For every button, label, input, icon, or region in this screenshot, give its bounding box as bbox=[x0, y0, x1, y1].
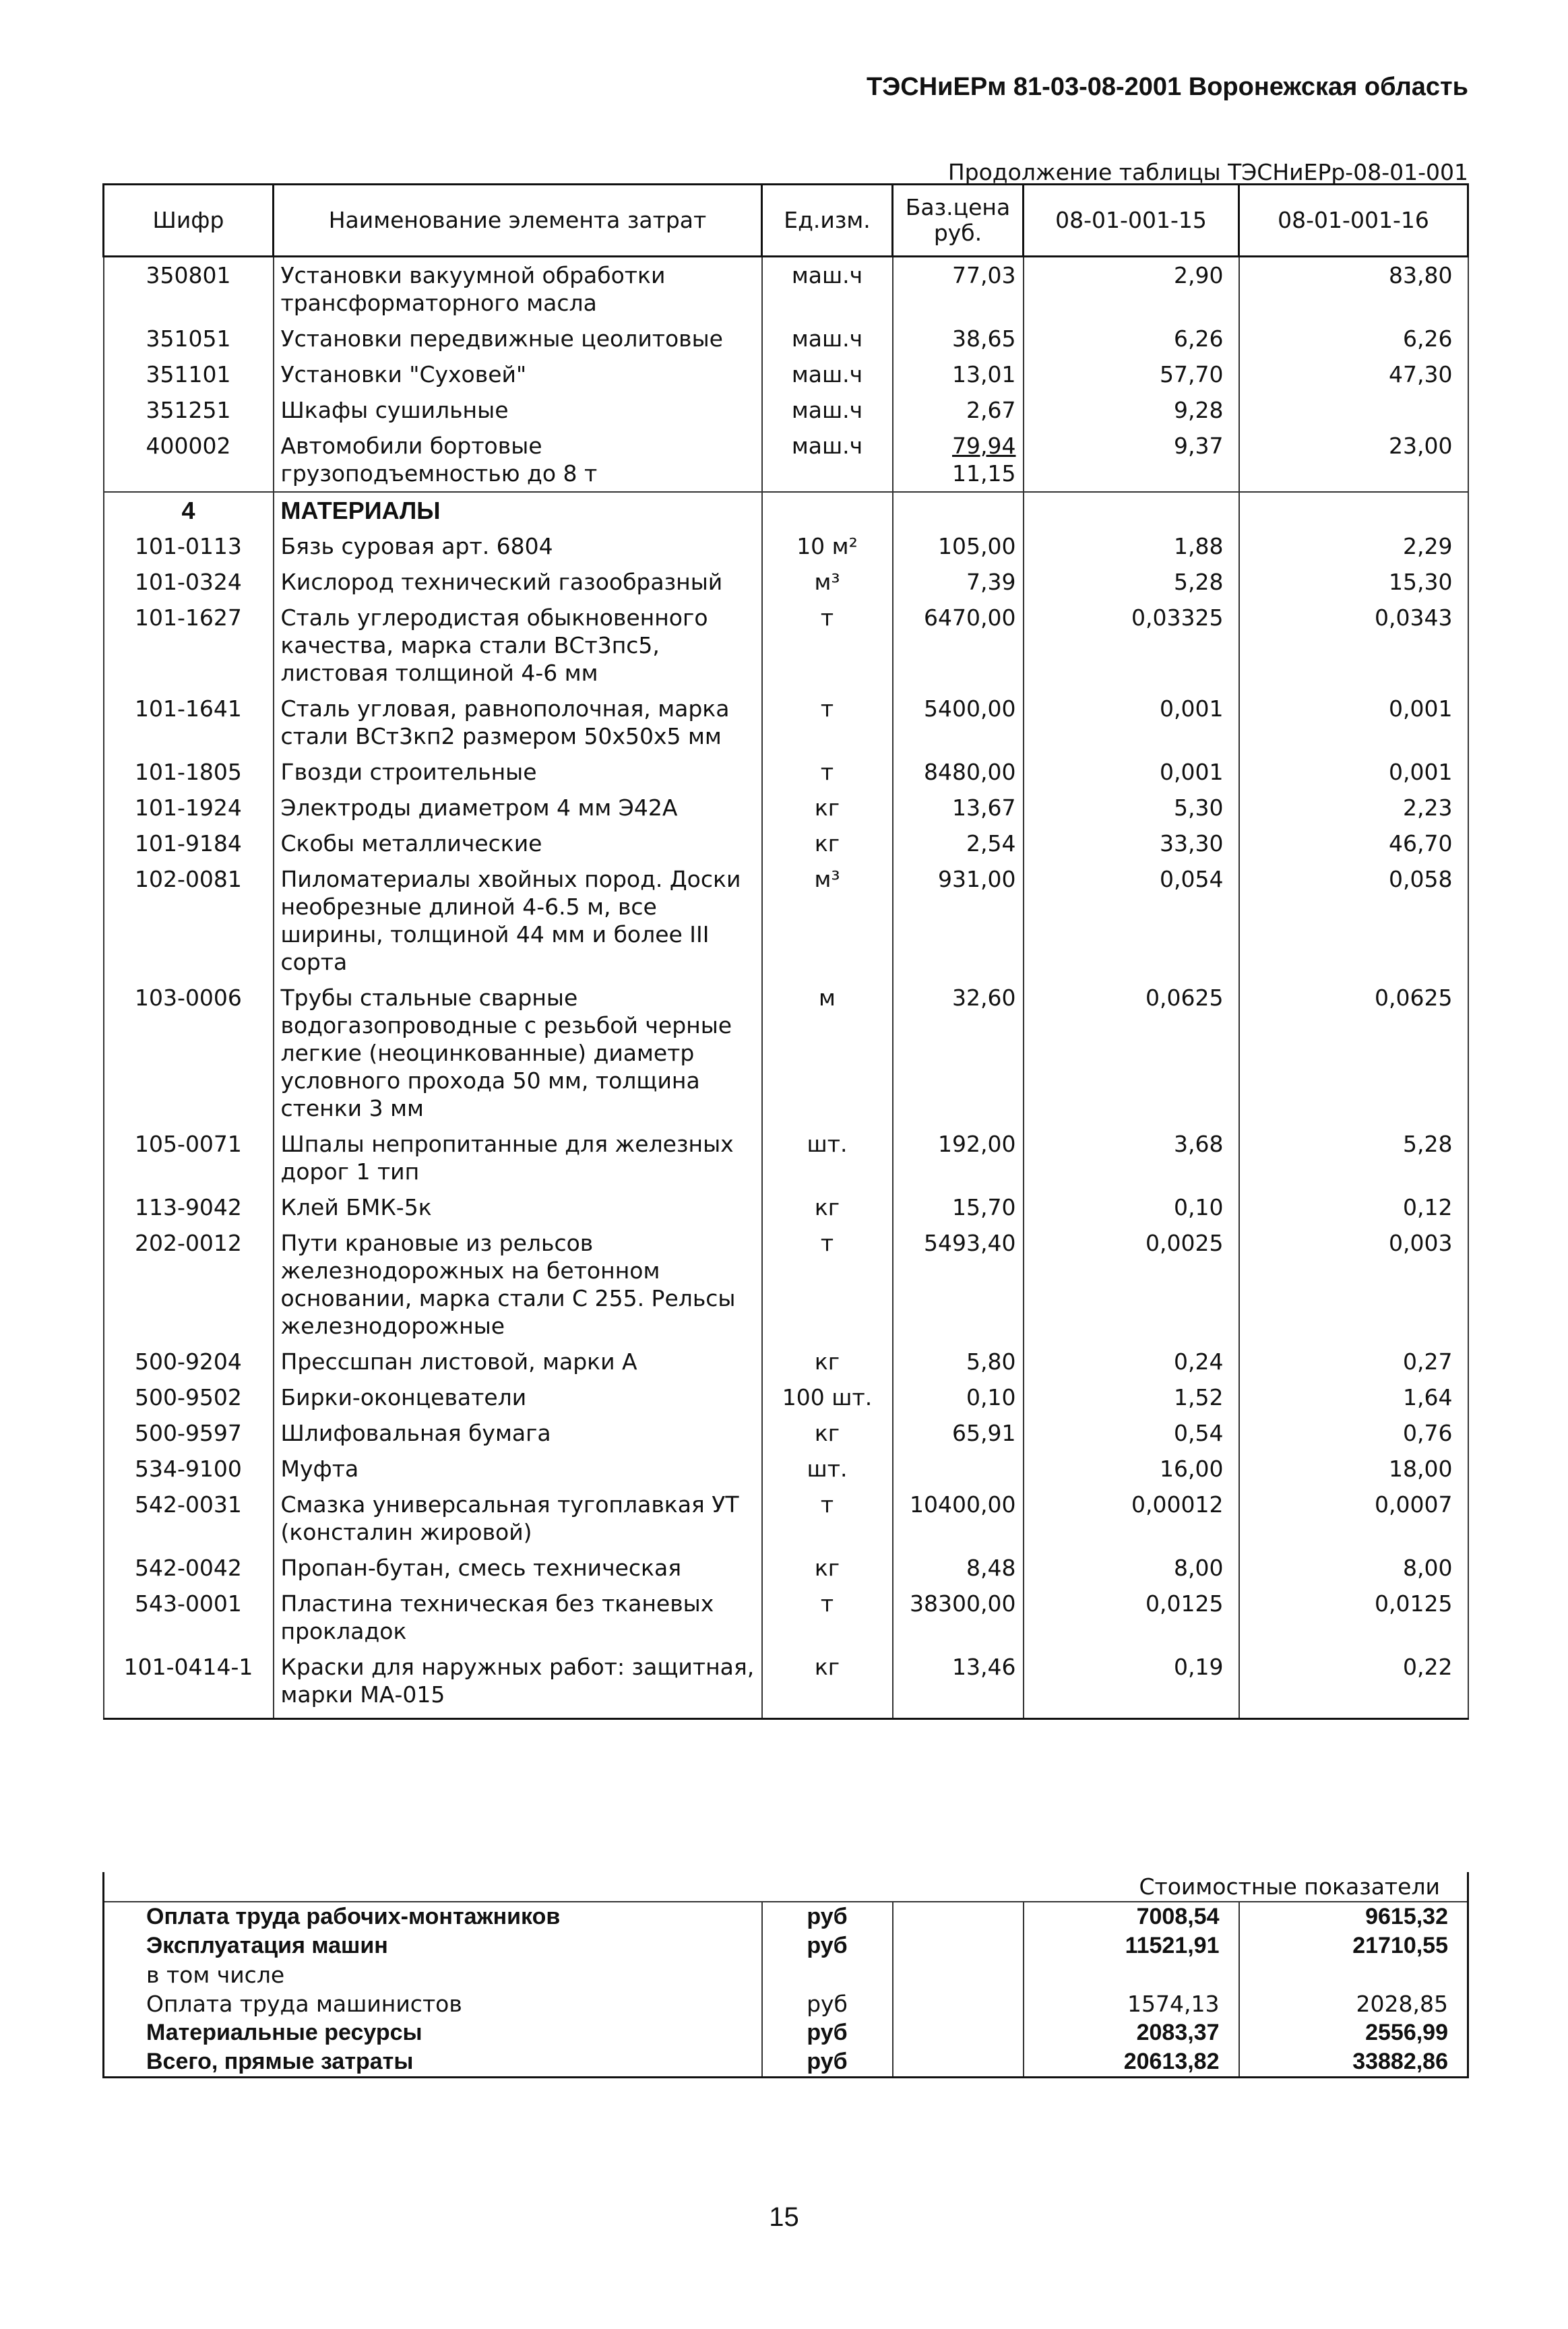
table-row bbox=[104, 1379, 1468, 1415]
resource-table bbox=[102, 183, 1469, 1720]
row-code: 351051 bbox=[104, 321, 274, 356]
row-code: 101-0324 bbox=[104, 564, 274, 600]
row-unit: т bbox=[762, 1487, 893, 1550]
row-unit: кг bbox=[762, 1344, 893, 1379]
table-row bbox=[104, 826, 1468, 861]
row-name: Клей БМК-5к bbox=[274, 1189, 762, 1225]
row-price: 13,46 bbox=[893, 1649, 1024, 1719]
row-value-15: 0,0125 bbox=[1024, 1586, 1239, 1649]
row-price: 13,67 bbox=[893, 790, 1024, 826]
row-price: 7,39 bbox=[893, 564, 1024, 600]
summary-row bbox=[104, 2018, 1468, 2047]
row-unit: кг bbox=[762, 1189, 893, 1225]
row-unit: кг bbox=[762, 1415, 893, 1451]
row-code: 102-0081 bbox=[104, 861, 274, 980]
row-code: 542-0042 bbox=[104, 1550, 274, 1586]
row-value-16: 0,001 bbox=[1239, 691, 1468, 754]
row-value-16: 15,30 bbox=[1239, 564, 1468, 600]
row-value-15: 6,26 bbox=[1024, 321, 1239, 356]
row-price: 105,00 bbox=[893, 528, 1024, 564]
summary-value-15: 20613,82 bbox=[1024, 2047, 1239, 2078]
row-name: Пластина техническая без тканевых прокладок bbox=[274, 1586, 762, 1649]
row-name: Трубы стальные сварные водогазопроводные с резьбой черные легкие (неоцинкованные) диаметр условного прохода 50 мм, толщина стенки 3 мм bbox=[274, 980, 762, 1126]
row-price: 38,65 bbox=[893, 321, 1024, 356]
row-unit: м bbox=[762, 980, 893, 1126]
section-title: МАТЕРИАЛЫ bbox=[274, 492, 762, 528]
header-code: Шифр bbox=[104, 185, 274, 257]
row-value-15: 0,0625 bbox=[1024, 980, 1239, 1126]
section-row bbox=[104, 492, 1468, 528]
summary-row bbox=[104, 1960, 1468, 1989]
table-row bbox=[104, 1189, 1468, 1225]
row-value-15: 3,68 bbox=[1024, 1126, 1239, 1189]
header-base-price: Баз.цена руб. bbox=[893, 185, 1024, 257]
row-value-15: 16,00 bbox=[1024, 1451, 1239, 1487]
row-unit: т bbox=[762, 691, 893, 754]
table-row bbox=[104, 1550, 1468, 1586]
row-code: 101-0113 bbox=[104, 528, 274, 564]
row-price: 79,94 bbox=[952, 433, 1016, 459]
row-price: 5400,00 bbox=[893, 691, 1024, 754]
row-price: 5493,40 bbox=[893, 1225, 1024, 1344]
row-value-16: 2,29 bbox=[1239, 528, 1468, 564]
row-price: 77,03 bbox=[893, 257, 1024, 321]
row-price-cell bbox=[893, 428, 1024, 492]
row-name: Пиломатериалы хвойных пород. Доски необрезные длиной 4-6.5 м, все ширины, толщиной 44 мм и более III сорта bbox=[274, 861, 762, 980]
row-unit: маш.ч bbox=[762, 257, 893, 321]
table-row bbox=[104, 691, 1468, 754]
row-value-16: 0,0125 bbox=[1239, 1586, 1468, 1649]
row-value-15: 5,30 bbox=[1024, 790, 1239, 826]
row-name: Пропан-бутан, смесь техническая bbox=[274, 1550, 762, 1586]
row-value-16: 0,0007 bbox=[1239, 1487, 1468, 1550]
row-name: Установки "Суховей" bbox=[274, 356, 762, 392]
row-name: Кислород технический газообразный bbox=[274, 564, 762, 600]
row-value-15: 9,37 bbox=[1024, 428, 1239, 492]
row-name: Бязь суровая арт. 6804 bbox=[274, 528, 762, 564]
row-value-16: 0,0343 bbox=[1239, 600, 1468, 691]
row-code: 103-0006 bbox=[104, 980, 274, 1126]
summary-row bbox=[104, 2047, 1468, 2078]
table-row bbox=[104, 754, 1468, 790]
summary-label: Эксплуатация машин bbox=[104, 1931, 762, 1960]
table-row bbox=[104, 356, 1468, 392]
row-price: 15,70 bbox=[893, 1189, 1024, 1225]
row-code: 101-1641 bbox=[104, 691, 274, 754]
row-unit: м³ bbox=[762, 861, 893, 980]
row-value-15: 0,054 bbox=[1024, 861, 1239, 980]
summary-label: Оплата труда рабочих-монтажников bbox=[104, 1902, 762, 1931]
table-row bbox=[104, 1415, 1468, 1451]
row-name: Шлифовальная бумага bbox=[274, 1415, 762, 1451]
row-name: Пути крановые из рельсов железнодорожных на бетонном основании, марка стали С 255. Рельсы железнодорожные bbox=[274, 1225, 762, 1344]
summary-label: Оплата труда машинистов bbox=[104, 1989, 762, 2018]
row-name: Установки вакуумной обработки трансформаторного масла bbox=[274, 257, 762, 321]
summary-value-16: 2028,85 bbox=[1239, 1989, 1468, 2018]
row-unit: маш.ч bbox=[762, 392, 893, 428]
table-row bbox=[104, 1451, 1468, 1487]
row-price: 2,54 bbox=[893, 826, 1024, 861]
row-value-15: 1,52 bbox=[1024, 1379, 1239, 1415]
row-unit: кг bbox=[762, 1550, 893, 1586]
row-name: Шпалы непропитанные для железных дорог 1 тип bbox=[274, 1126, 762, 1189]
row-price: 5,80 bbox=[893, 1344, 1024, 1379]
summary-value-16: 21710,55 bbox=[1239, 1931, 1468, 1960]
summary-label: Всего, прямые затраты bbox=[104, 2047, 762, 2078]
row-name: Шкафы сушильные bbox=[274, 392, 762, 428]
summary-unit: руб bbox=[762, 2047, 893, 2078]
row-value-16: 0,0625 bbox=[1239, 980, 1468, 1126]
row-code: 542-0031 bbox=[104, 1487, 274, 1550]
header-name: Наименование элемента затрат bbox=[274, 185, 762, 257]
row-price: 931,00 bbox=[893, 861, 1024, 980]
row-value-16: 0,76 bbox=[1239, 1415, 1468, 1451]
row-code: 101-1627 bbox=[104, 600, 274, 691]
section-code: 4 bbox=[104, 492, 274, 528]
row-code: 500-9597 bbox=[104, 1415, 274, 1451]
summary-value-15: 11521,91 bbox=[1024, 1931, 1239, 1960]
row-value-15: 0,0025 bbox=[1024, 1225, 1239, 1344]
row-code: 101-9184 bbox=[104, 826, 274, 861]
row-value-16: 0,27 bbox=[1239, 1344, 1468, 1379]
table-row bbox=[104, 600, 1468, 691]
row-code: 105-0071 bbox=[104, 1126, 274, 1189]
row-value-15: 57,70 bbox=[1024, 356, 1239, 392]
row-unit: 10 м² bbox=[762, 528, 893, 564]
row-value-16: 0,003 bbox=[1239, 1225, 1468, 1344]
row-price-extra: 11,15 bbox=[952, 460, 1016, 487]
row-price: 192,00 bbox=[893, 1126, 1024, 1189]
page-number: 15 bbox=[769, 2202, 799, 2232]
row-price: 0,10 bbox=[893, 1379, 1024, 1415]
summary-value-16: 33882,86 bbox=[1239, 2047, 1468, 2078]
table-row bbox=[104, 1586, 1468, 1649]
row-name: Гвозди строительные bbox=[274, 754, 762, 790]
summary-label: в том числе bbox=[104, 1960, 762, 1989]
row-value-16: 46,70 bbox=[1239, 826, 1468, 861]
row-unit: м³ bbox=[762, 564, 893, 600]
row-unit: т bbox=[762, 1225, 893, 1344]
summary-value-16: 9615,32 bbox=[1239, 1902, 1468, 1931]
row-code: 500-9502 bbox=[104, 1379, 274, 1415]
row-unit: 100 шт. bbox=[762, 1379, 893, 1415]
table-row bbox=[104, 528, 1468, 564]
table-row bbox=[104, 1344, 1468, 1379]
row-value-16: 0,001 bbox=[1239, 754, 1468, 790]
row-value-16: 6,26 bbox=[1239, 321, 1468, 356]
table-row bbox=[104, 980, 1468, 1126]
row-price: 32,60 bbox=[893, 980, 1024, 1126]
row-name: Автомобили бортовые грузоподъемностью до 8 т bbox=[274, 428, 762, 492]
row-code: 351251 bbox=[104, 392, 274, 428]
row-unit: маш.ч bbox=[762, 428, 893, 492]
row-code: 113-9042 bbox=[104, 1189, 274, 1225]
row-price: 6470,00 bbox=[893, 600, 1024, 691]
row-code: 101-1924 bbox=[104, 790, 274, 826]
table-row bbox=[104, 1649, 1468, 1719]
row-value-16 bbox=[1239, 392, 1468, 428]
row-code: 400002 bbox=[104, 428, 274, 492]
row-price: 2,67 bbox=[893, 392, 1024, 428]
row-price: 8480,00 bbox=[893, 754, 1024, 790]
table-row bbox=[104, 257, 1468, 321]
row-price: 13,01 bbox=[893, 356, 1024, 392]
row-value-15: 9,28 bbox=[1024, 392, 1239, 428]
row-name: Смазка универсальная тугоплавкая УТ (консталин жировой) bbox=[274, 1487, 762, 1550]
row-code: 543-0001 bbox=[104, 1586, 274, 1649]
row-name: Муфта bbox=[274, 1451, 762, 1487]
row-name: Бирки-оконцеватели bbox=[274, 1379, 762, 1415]
row-name: Электроды диаметром 4 мм Э42А bbox=[274, 790, 762, 826]
summary-value-15: 1574,13 bbox=[1024, 1989, 1239, 2018]
header-unit: Ед.изм. bbox=[762, 185, 893, 257]
row-price: 10400,00 bbox=[893, 1487, 1024, 1550]
summary-row bbox=[104, 1989, 1468, 2018]
row-name: Сталь углеродистая обыкновенного качества, марка стали ВСт3пс5, листовая толщиной 4-6 мм bbox=[274, 600, 762, 691]
row-unit: т bbox=[762, 1586, 893, 1649]
row-name: Прессшпан листовой, марки А bbox=[274, 1344, 762, 1379]
row-unit: кг bbox=[762, 1649, 893, 1719]
row-value-16: 23,00 bbox=[1239, 428, 1468, 492]
row-value-15: 0,001 bbox=[1024, 754, 1239, 790]
row-value-16: 0,058 bbox=[1239, 861, 1468, 980]
row-value-16: 5,28 bbox=[1239, 1126, 1468, 1189]
table-row bbox=[104, 1225, 1468, 1344]
table-row bbox=[104, 1487, 1468, 1550]
table-row bbox=[104, 790, 1468, 826]
row-unit: маш.ч bbox=[762, 356, 893, 392]
row-unit: маш.ч bbox=[762, 321, 893, 356]
row-value-15: 0,19 bbox=[1024, 1649, 1239, 1719]
summary-unit: руб bbox=[762, 1989, 893, 2018]
row-name: Краски для наружных работ: защитная, марки МА-015 bbox=[274, 1649, 762, 1719]
row-name: Установки передвижные цеолитовые bbox=[274, 321, 762, 356]
row-value-15: 1,88 bbox=[1024, 528, 1239, 564]
summary-row bbox=[104, 1931, 1468, 1960]
row-value-15: 8,00 bbox=[1024, 1550, 1239, 1586]
table-row bbox=[104, 564, 1468, 600]
row-value-16: 2,23 bbox=[1239, 790, 1468, 826]
row-value-15: 0,10 bbox=[1024, 1189, 1239, 1225]
row-value-15: 0,03325 bbox=[1024, 600, 1239, 691]
row-code: 351101 bbox=[104, 356, 274, 392]
summary-unit: руб bbox=[762, 2018, 893, 2047]
table-header-row bbox=[104, 185, 1468, 257]
row-code: 202-0012 bbox=[104, 1225, 274, 1344]
header-col-15: 08-01-001-15 bbox=[1024, 185, 1239, 257]
table-row bbox=[104, 428, 1468, 492]
row-value-15: 0,24 bbox=[1024, 1344, 1239, 1379]
table-row bbox=[104, 321, 1468, 356]
row-value-16: 18,00 bbox=[1239, 1451, 1468, 1487]
row-value-16: 0,12 bbox=[1239, 1189, 1468, 1225]
row-value-15: 0,54 bbox=[1024, 1415, 1239, 1451]
row-price bbox=[893, 1451, 1024, 1487]
row-value-16: 1,64 bbox=[1239, 1379, 1468, 1415]
table-row bbox=[104, 1126, 1468, 1189]
row-price: 38300,00 bbox=[893, 1586, 1024, 1649]
cost-indicators-table bbox=[102, 1872, 1469, 2078]
summary-value-15: 7008,54 bbox=[1024, 1902, 1239, 1931]
table-continuation-note: Продолжение таблицы ТЭСНиЕРр-08-01-001 bbox=[947, 159, 1468, 185]
row-code: 101-0414-1 bbox=[104, 1649, 274, 1719]
row-code: 350801 bbox=[104, 257, 274, 321]
indicators-title: Стоимостные показатели bbox=[1024, 1872, 1468, 1902]
row-value-15: 2,90 bbox=[1024, 257, 1239, 321]
row-value-16: 83,80 bbox=[1239, 257, 1468, 321]
row-value-15: 33,30 bbox=[1024, 826, 1239, 861]
row-code: 534-9100 bbox=[104, 1451, 274, 1487]
row-name: Сталь угловая, равнополочная, марка стали ВСт3кп2 размером 50х50х5 мм bbox=[274, 691, 762, 754]
row-price: 8,48 bbox=[893, 1550, 1024, 1586]
row-code: 500-9204 bbox=[104, 1344, 274, 1379]
row-value-16: 47,30 bbox=[1239, 356, 1468, 392]
indicators-title-row bbox=[104, 1872, 1468, 1902]
row-unit: кг bbox=[762, 790, 893, 826]
row-unit: кг bbox=[762, 826, 893, 861]
summary-value-15: 2083,37 bbox=[1024, 2018, 1239, 2047]
row-value-15: 0,00012 bbox=[1024, 1487, 1239, 1550]
summary-unit: руб bbox=[762, 1931, 893, 1960]
table-row bbox=[104, 861, 1468, 980]
summary-row bbox=[104, 1902, 1468, 1931]
row-unit: т bbox=[762, 600, 893, 691]
row-code: 101-1805 bbox=[104, 754, 274, 790]
row-value-15: 5,28 bbox=[1024, 564, 1239, 600]
summary-label: Материальные ресурсы bbox=[104, 2018, 762, 2047]
row-value-15: 0,001 bbox=[1024, 691, 1239, 754]
row-unit: шт. bbox=[762, 1126, 893, 1189]
row-value-16: 8,00 bbox=[1239, 1550, 1468, 1586]
row-value-16: 0,22 bbox=[1239, 1649, 1468, 1719]
table-row bbox=[104, 392, 1468, 428]
row-unit: т bbox=[762, 754, 893, 790]
summary-value-16: 2556,99 bbox=[1239, 2018, 1468, 2047]
header-col-16: 08-01-001-16 bbox=[1239, 185, 1468, 257]
document-header-title: ТЭСНиЕРм 81-03-08-2001 Воронежская область bbox=[867, 73, 1468, 101]
row-price: 65,91 bbox=[893, 1415, 1024, 1451]
summary-unit: руб bbox=[762, 1902, 893, 1931]
row-name: Скобы металлические bbox=[274, 826, 762, 861]
row-unit: шт. bbox=[762, 1451, 893, 1487]
